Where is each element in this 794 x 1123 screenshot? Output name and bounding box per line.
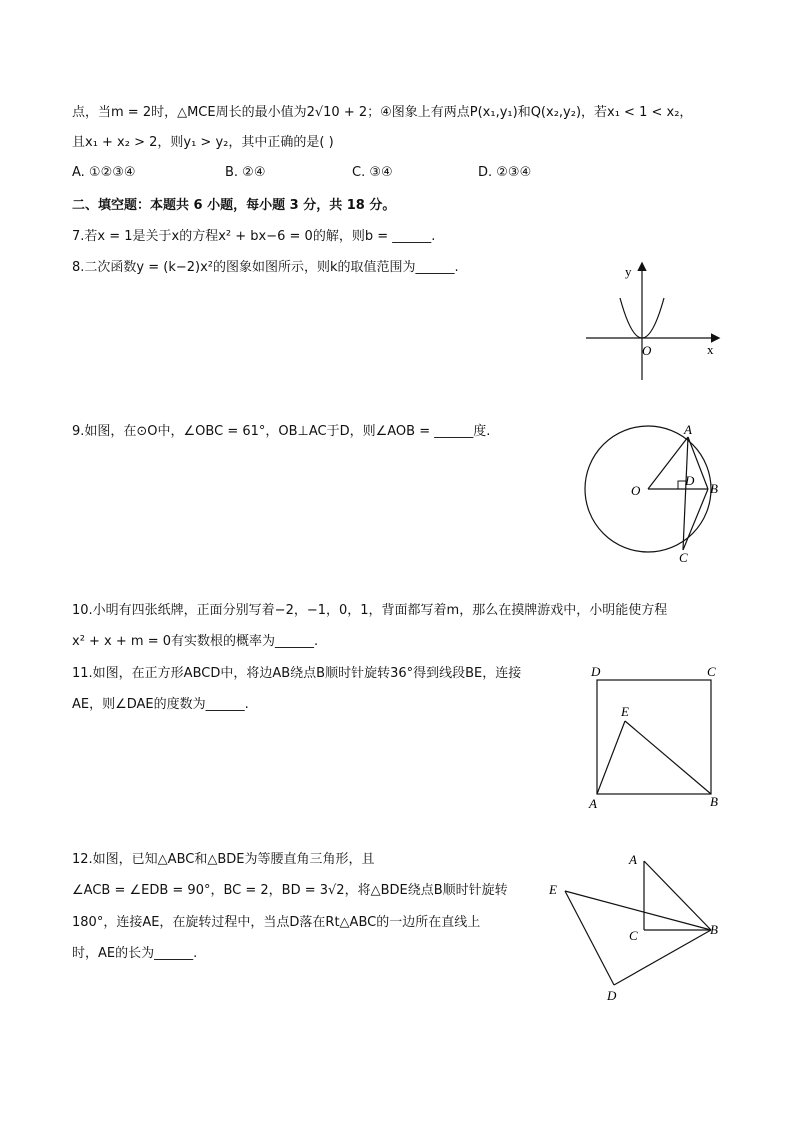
label-d: D — [607, 988, 617, 1003]
q6-line1: 点，当m = 2时，△MCE周长的最小值为2√10 + 2；④图象上有两点P(x₁,y₁)和Q(x₂,y₂)，若x₁ < 1 < x₂， — [72, 105, 693, 120]
label-o: O — [631, 483, 641, 498]
q11-line2: AE，则∠DAE的度数为______. — [72, 697, 249, 712]
segment-be — [625, 721, 711, 794]
q11-line1: 11.如图，在正方形ABCD中，将边AB绕点B顺时针旋转36°得到线段BE，连接 — [72, 666, 522, 681]
label-a: A — [589, 796, 597, 811]
q11-square-figure — [586, 660, 726, 812]
square-abcd — [597, 680, 711, 794]
label-c: C — [629, 928, 638, 943]
label-b: B — [710, 794, 718, 809]
segment-ab — [644, 861, 711, 930]
q6-choice-b: B. ②④ — [225, 165, 266, 180]
y-axis-label: y — [625, 264, 632, 279]
q12-line3: 180°，连接AE，在旋转过程中，当点D落在Rt△ABC的一边所在直线上 — [72, 915, 481, 930]
q9-circle-figure — [578, 420, 728, 570]
x-axis-label: x — [707, 342, 714, 357]
label-e: E — [549, 882, 557, 897]
q6-choice-d: D. ②③④ — [478, 165, 532, 180]
q8-text: 8.二次函数y = (k−2)x²的图象如图所示，则k的取值范围为______. — [72, 260, 459, 275]
q12-line4: 时，AE的长为______. — [72, 946, 198, 961]
q10-line1: 10.小明有四张纸牌，正面分别写着−2，−1，0，1，背面都写着m，那么在摸牌游戏中，小明能使方程 — [72, 603, 668, 618]
label-d: D — [591, 664, 601, 679]
q6-line2: 且x₁ + x₂ > 2，则y₁ > y₂，其中正确的是( ) — [72, 135, 334, 150]
label-a: A — [629, 852, 637, 867]
label-b: B — [710, 481, 718, 496]
label-c: C — [679, 550, 688, 565]
segment-bc — [683, 489, 708, 550]
q8-parabola-figure — [580, 258, 730, 386]
q12-triangles-figure — [545, 848, 730, 1008]
q6-choice-a: A. ①②③④ — [72, 165, 136, 180]
q10-line2: x² + x + m = 0有实数根的概率为______. — [72, 634, 319, 649]
label-b: B — [710, 922, 718, 937]
segment-ac — [683, 437, 688, 550]
segment-ed — [565, 891, 614, 985]
q9-text: 9.如图，在⊙O中，∠OBC = 61°，OB⊥AC于D，则∠AOB = ______度. — [72, 424, 491, 439]
q6-choice-c: C. ③④ — [352, 165, 393, 180]
segment-ae — [597, 721, 625, 794]
label-e: E — [621, 704, 629, 719]
section-fill-in-heading: 二、填空题：本题共 6 小题，每小题 3 分，共 18 分。 — [72, 198, 396, 213]
segment-eb — [565, 891, 711, 930]
label-c: C — [707, 664, 716, 679]
origin-label: O — [642, 343, 652, 358]
label-d: D — [685, 473, 695, 488]
q12-line1: 12.如图，已知△ABC和△BDE为等腰直角三角形，且 — [72, 852, 375, 867]
q12-line2: ∠ACB = ∠EDB = 90°，BC = 2，BD = 3√2，将△BDE绕点B顺时针旋转 — [72, 883, 508, 898]
q7-text: 7.若x = 1是关于x的方程x² + bx−6 = 0的解，则b = ______. — [72, 229, 436, 244]
label-a: A — [684, 422, 692, 437]
